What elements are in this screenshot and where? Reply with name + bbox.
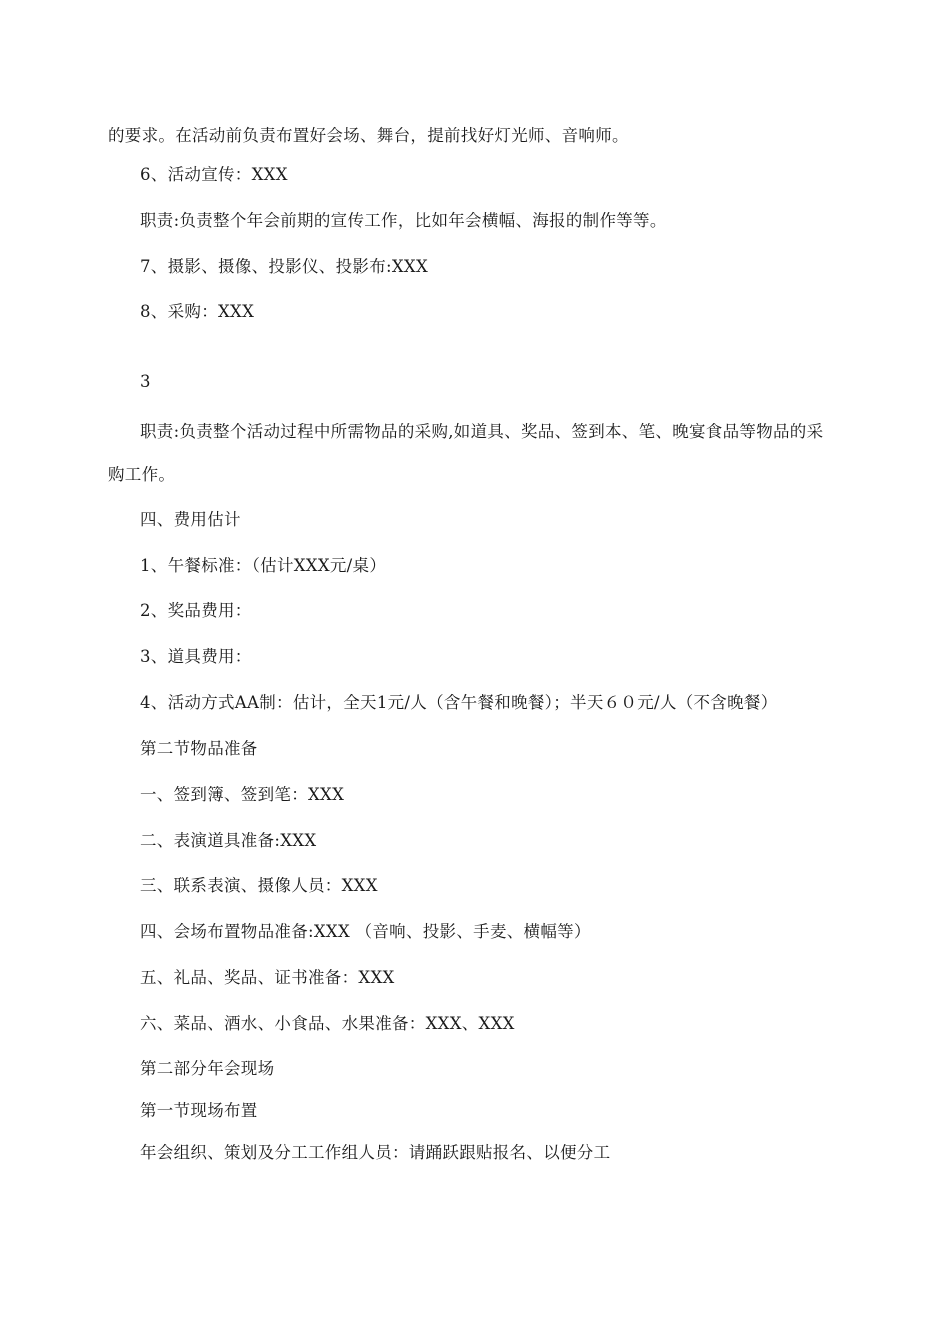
text-line: 一、签到簿、签到笔：XXX [140,785,345,804]
text-line: 4、活动方式AA制：估计，全天1元/人（含午餐和晚餐）；半天６０元/人（不含晚餐） [140,693,778,712]
text-line: 职责:负责整个活动过程中所需物品的采购,如道具、奖品、签到本、笔、晚宴食品等物品的采 [140,422,824,441]
section-heading: 第一节现场布置 [140,1101,258,1120]
text-line: 六、菜品、酒水、小食品、水果准备：XXX、XXX [140,1014,515,1033]
text-line: 四、会场布置物品准备:XXX （音响、投影、手麦、横幅等） [140,922,591,941]
text-line: 年会组织、策划及分工工作组人员：请踊跃跟贴报名、以便分工 [140,1143,611,1162]
section-heading: 第二节物品准备 [140,739,258,758]
text-line: 6、活动宣传：XXX [140,165,288,184]
text-line: 三、联系表演、摄像人员：XXX [140,876,378,895]
text-line: 1、午餐标准：（估计XXX元/桌） [140,556,387,575]
text-line: 五、礼品、奖品、证书准备：XXX [140,968,395,987]
text-line: 3、道具费用： [140,647,252,666]
page-number: 3 [140,372,151,391]
text-line: 8、采购：XXX [140,302,255,321]
text-line: 二、表演道具准备:XXX [140,831,317,850]
text-line: 2、奖品费用： [140,601,252,620]
section-heading: 第二部分年会现场 [140,1059,275,1078]
section-heading: 四、费用估计 [140,510,241,529]
text-line: 购工作。 [108,465,176,484]
text-line: 7、摄影、摄像、投影仪、投影布:XXX [140,257,428,276]
text-line: 的要求。在活动前负责布置好会场、舞台，提前找好灯光师、音响师。 [108,126,629,145]
text-line: 职责:负责整个年会前期的宣传工作，比如年会横幅、海报的制作等等。 [140,211,667,230]
